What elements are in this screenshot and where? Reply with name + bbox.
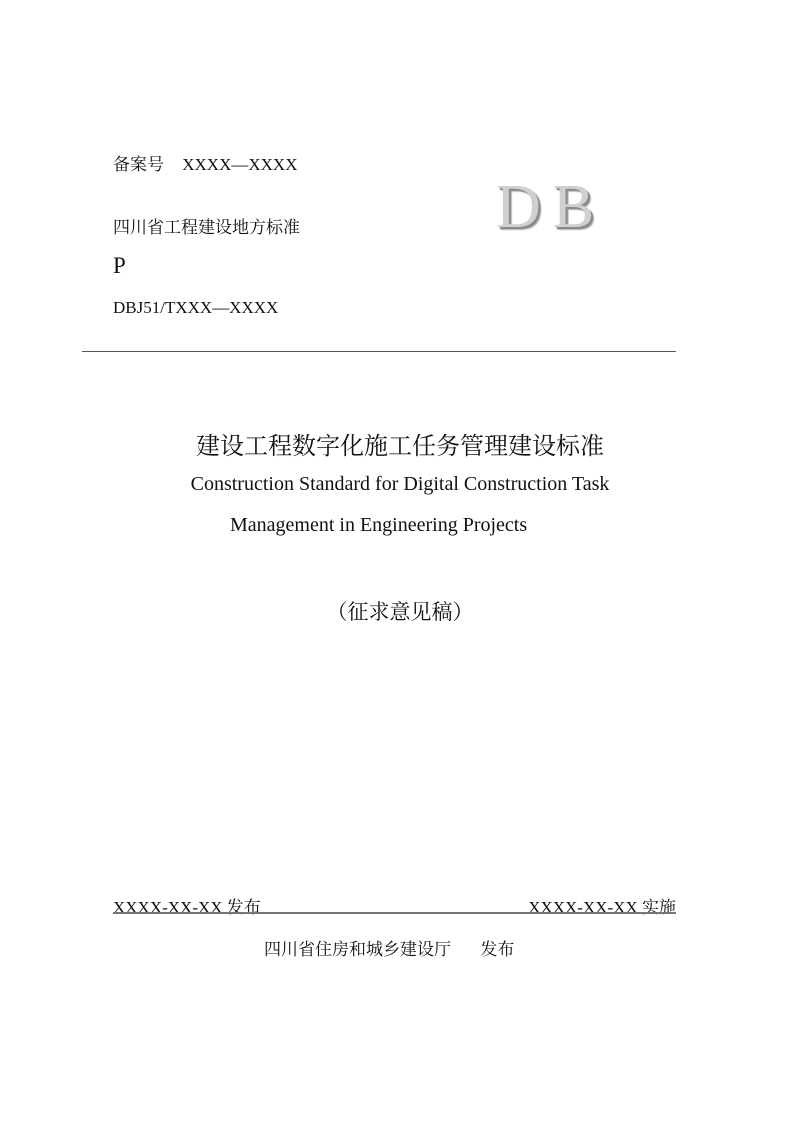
standard-code: DBJ51/TXXX—XXXX (113, 298, 279, 317)
filing-line (113, 150, 297, 175)
effective-date: XXXX-XX-XX 实施 (528, 898, 676, 917)
header-divider (82, 351, 676, 352)
issuer-line (264, 935, 514, 960)
release-date: XXXX-XX-XX 发布 (113, 898, 261, 917)
issuer-action: 发布 (480, 940, 515, 960)
page-title: 建设工程数字化施工任务管理建设标准 (196, 432, 604, 460)
standard-type: 四川省工程建设地方标准 (113, 218, 300, 238)
footer-divider (113, 912, 676, 914)
db-logo: DB (496, 173, 607, 241)
filing-number: XXXX—XXXX (182, 155, 298, 174)
filing-label: 备案号 (113, 155, 164, 175)
standard-category: P (113, 253, 126, 278)
english-title-line1: Construction Standard for Digital Construction Task (190, 473, 610, 495)
issuer: 四川省住房和城乡建设厅 (264, 940, 451, 960)
english-title-line2: Management in Engineering Projects (230, 514, 528, 536)
draft-note: （征求意见稿） (326, 600, 474, 624)
